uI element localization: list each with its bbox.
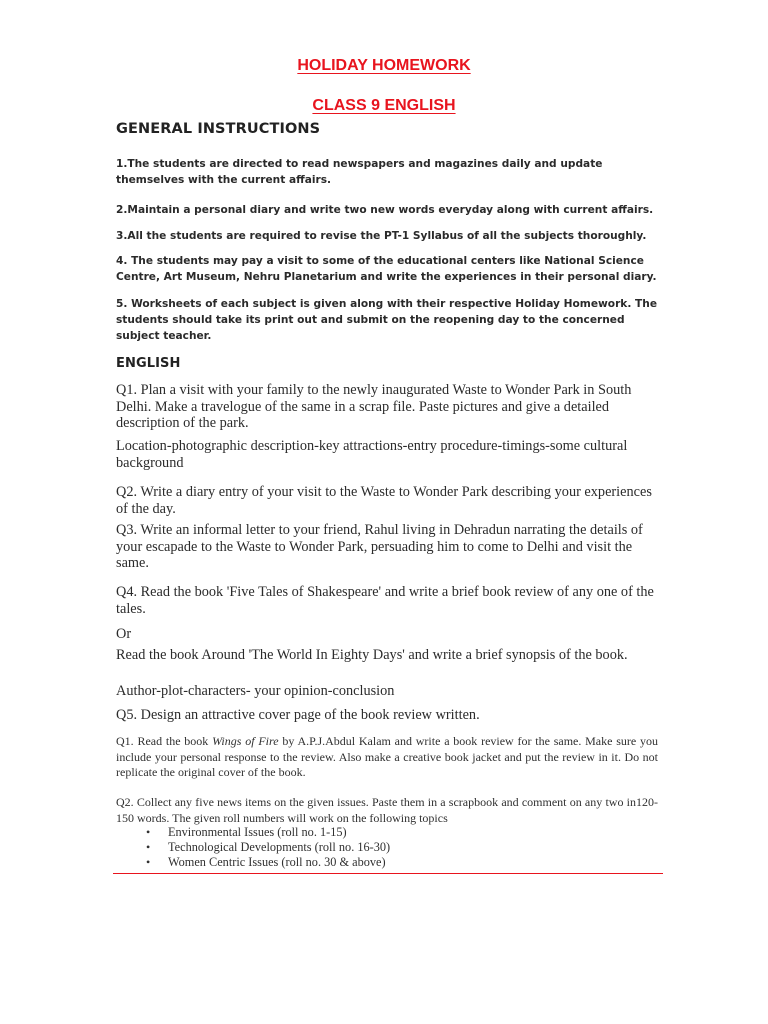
general-instructions-heading: GENERAL INSTRUCTIONS <box>116 121 321 137</box>
topic-list <box>144 825 390 871</box>
extra-q1-prefix: Q1. Read the book <box>116 734 213 748</box>
extra-q2: Q2. Collect any five news items on the given issues. Paste them in a scrapbook and comment on any two in120-150 words. The given roll numbers will work on the following topics <box>116 795 658 825</box>
english-heading: ENGLISH <box>116 356 181 371</box>
english-q2: Q2. Write a diary entry of your visit to the Waste to Wonder Park describing your experiences of the day. <box>116 484 652 517</box>
instruction-2: 2.Maintain a personal diary and write two new words everyday along with current affairs. <box>116 204 654 216</box>
list-item: • Women Centric Issues (roll no. 30 & above) <box>146 855 386 870</box>
english-q4-or: Or <box>116 626 132 642</box>
english-q4-points: Author-plot-characters- your opinion-conclusion <box>116 683 395 699</box>
english-q1-points: Location-photographic description-key attractions-entry procedure-timings-some cultural background <box>116 438 628 471</box>
list-item: • Technological Developments (roll no. 16-30) <box>146 840 391 855</box>
instruction-3: 3.All the students are required to revise the PT-1 Syllabus of all the subjects thoroughly. <box>116 230 647 242</box>
extra-q1 <box>116 734 658 781</box>
english-q4-alternative: Read the book Around 'The World In Eighty Days' and write a brief synopsis of the book. <box>116 647 628 663</box>
list-item: • Environmental Issues (roll no. 1-15) <box>146 825 347 839</box>
extra-q1-rest: by A.P.J.Abdul Kalam and write a book review for the same. Make sure you include your personal response to the review. Also make a creative book jacket and put the review in it. Do not replicate the original cover of the book. <box>116 734 659 779</box>
bullet-icon: • <box>146 855 151 870</box>
bottom-divider <box>113 873 663 874</box>
english-q5: Q5. Design an attractive cover page of the book review written. <box>116 707 480 723</box>
document-title: HOLIDAY HOMEWORK <box>297 57 471 74</box>
english-q3: Q3. Write an informal letter to your friend, Rahul living in Dehradun narrating the details of your escapade to the Waste to Wonder Park, persuading him to come to Delhi and visit the same. <box>116 522 643 571</box>
bullet-icon: • <box>146 840 151 855</box>
instruction-1: 1.The students are directed to read newspapers and magazines daily and update themselves with the current affairs. <box>116 158 603 186</box>
english-q4: Q4. Read the book 'Five Tales of Shakespeare' and write a brief book review of any one of the tales. <box>116 584 654 617</box>
document-subtitle: CLASS 9 ENGLISH <box>312 97 456 114</box>
instruction-4: 4. The students may pay a visit to some of the educational centers like National Science Centre, Art Museum, Nehru Planetarium and write the experiences in their personal diary. <box>116 255 657 283</box>
bullet-icon: • <box>146 825 151 839</box>
english-q1: Q1. Plan a visit with your family to the newly inaugurated Waste to Wonder Park in South Delhi. Make a travelogue of the same in a scrap file. Paste pictures and give a detailed description of the park. <box>116 382 632 431</box>
extra-q1-book-title: Wings of Fire <box>212 734 279 748</box>
instruction-5: 5. Worksheets of each subject is given along with their respective Holiday Homework. The students should take its print out and submit on the reopening day to the concerned subject teacher. <box>116 298 657 342</box>
